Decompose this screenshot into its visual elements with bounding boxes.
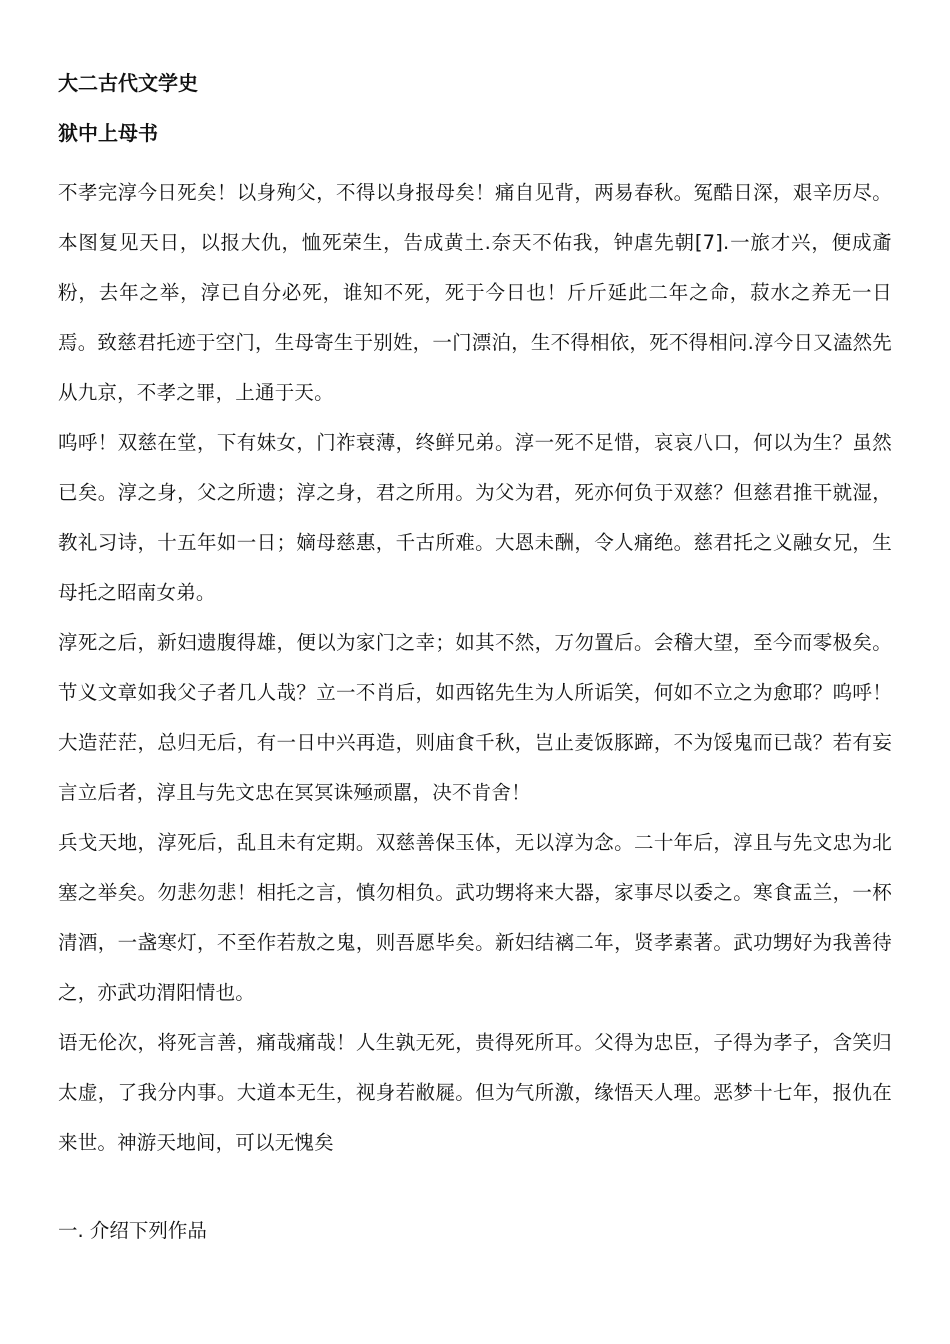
course-title: 大二古代文学史 [58, 71, 198, 95]
paragraph-1: 不孝完淳今日死矣！以身殉父，不得以身报母矣！痛自见背，两易春秋。冤酷日深，艰辛历尽。本图复见天日，以报大仇，恤死荣生，告成黄土.奈天不佑我，钟虐先朝[7].一旅才兴，便成齑粉，去年之举，淳已自分必死，谁知不死，死于今日也！斤斤延此二年之命，菽水之养无一日焉。致慈君托迹于空门，生母寄生于别姓，一门漂泊，生不得相依，死不得相问.淳今日又溘然先从九京，不孝之罪，上通于天。 [58, 181, 892, 404]
document-body [58, 68, 892, 1168]
paragraph-3: 淳死之后，新妇遗腹得雄，便以为家门之幸；如其不然，万勿置后。会稽大望，至今而零极矣。节义文章如我父子者几人哉？立一不肖后，如西铭先生为人所诟笑，何如不立之为愈耶？呜呼！大造茫茫，总归无后，有一日中兴再造，则庙食千秋，岂止麦饭豚蹄，不为馁鬼而已哉？若有妄言立后者，淳且与先文忠在冥冥诛殛顽嚚，决不肯舍！ [58, 631, 892, 804]
paragraph-4: 兵戈天地，淳死后，乱且未有定期。双慈善保玉体，无以淳为念。二十年后，淳且与先文忠为北塞之举矣。勿悲勿悲！相托之言，慎勿相负。武功甥将来大器，家事尽以委之。寒食盂兰，一杯清酒，一盏寒灯，不至作若敖之鬼，则吾愿毕矣。新妇结褵二年，贤孝素著。武功甥好为我善待之，亦武功渭阳情也。 [58, 831, 892, 1004]
paragraph-5: 语无伦次，将死言善，痛哉痛哉！人生孰无死，贵得死所耳。父得为忠臣，子得为孝子，含笑归太虚，了我分内事。大道本无生，视身若敝屣。但为气所激，缘悟天人理。恶梦十七年，报仇在来世。神游天地间，可以无愧矣 [58, 1031, 892, 1154]
section-heading: 一. 介绍下列作品 [58, 1219, 207, 1242]
paragraph-2: 呜呼！双慈在堂，下有妹女，门祚衰薄，终鲜兄弟。淳一死不足惜，哀哀八口，何以为生？虽然已矣。淳之身，父之所遗；淳之身，君之所用。为父为君，死亦何负于双慈？但慈君推干就湿，教礼习诗，十五年如一日；嫡母慈惠，千古所难。大恩未酬，令人痛绝。慈君托之义融女兄，生母托之昭南女弟。 [58, 431, 892, 604]
essay-title: 狱中上母书 [58, 121, 158, 145]
